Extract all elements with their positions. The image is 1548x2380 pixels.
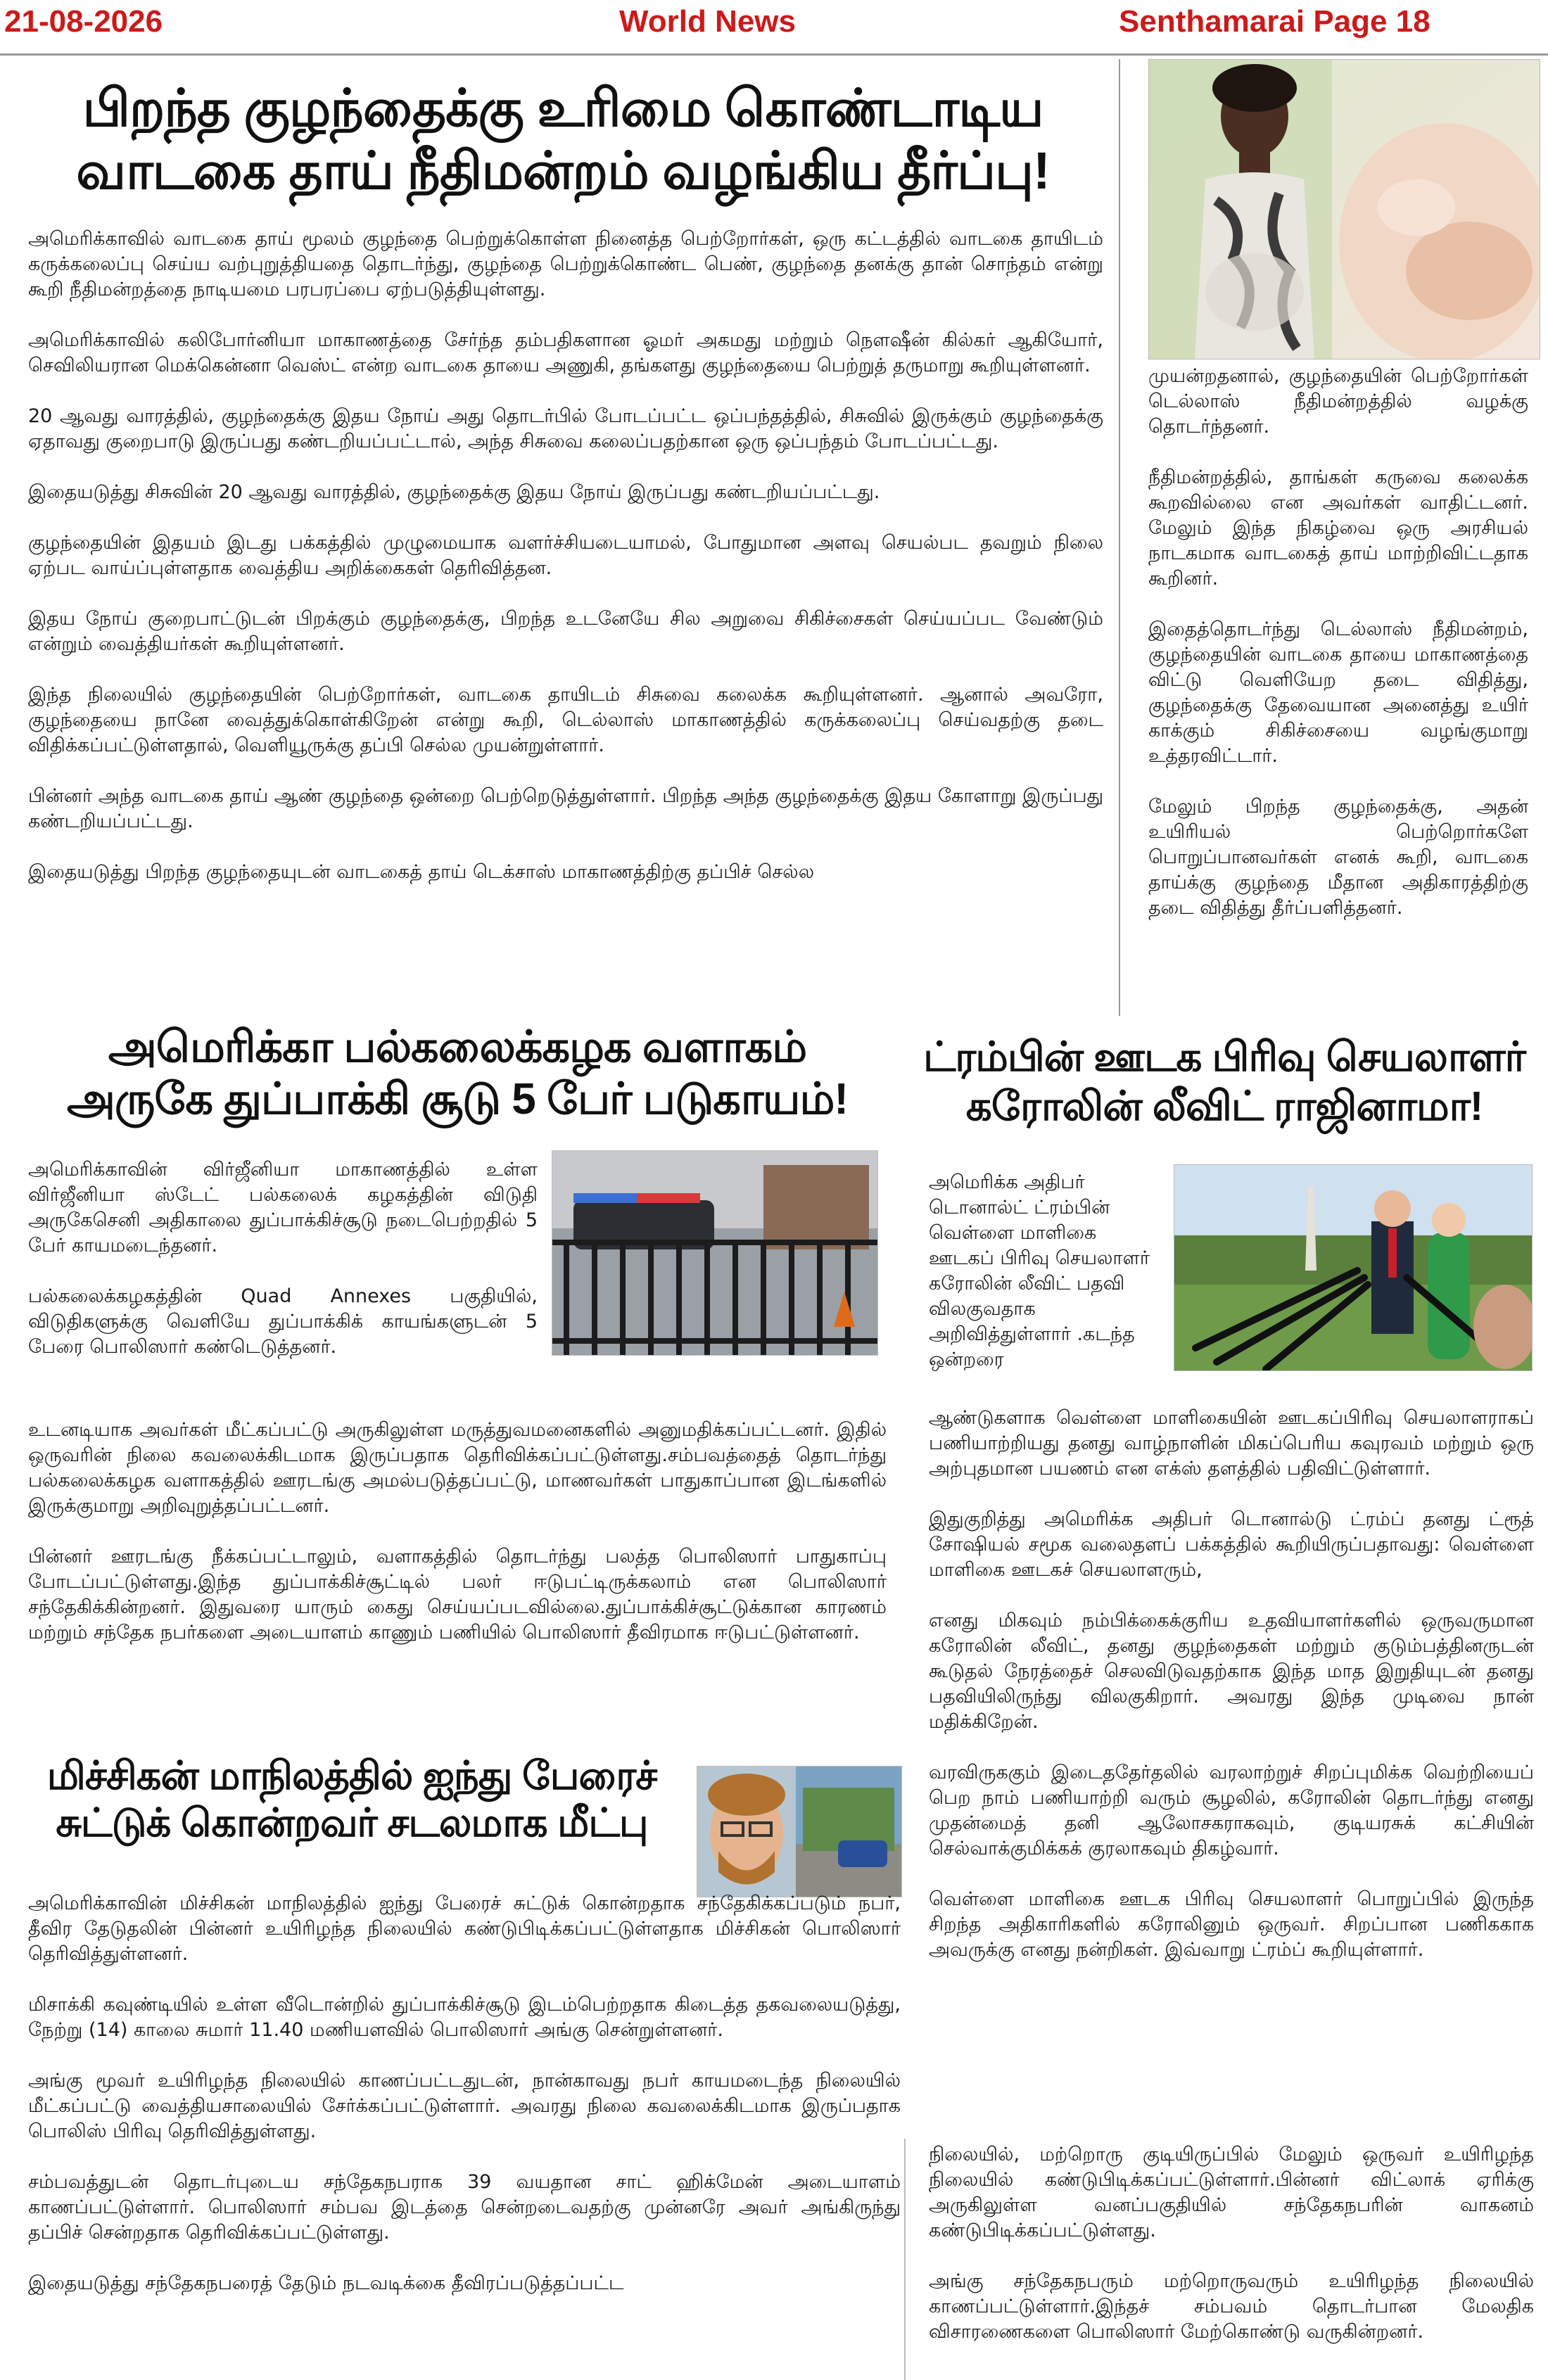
article2-headline-line2: அருகே துப்பாக்கி சூடு 5 பேர் படுகாயம்! [67,1075,848,1124]
article2-paragraph: உடனடியாக அவர்கள் மீட்கப்பட்டு அருகிலுள்ள மருத்துவமனைகளில் அனுமதிக்கப்பட்டனர். இதில் ஒருவரின் நிலை கவலைக்கிடமாக இருப்பதாக தெரிவிக்கப்பட்டுள்ளது.சம்பவத்தைத் தொடர்ந்து பல்கலைக்கழக வளாகத்தில் ஊரடங்கு அமல்படுத்தப்பட்டு, மாணவர்கள் பாதுகாப்பான இடங்களில் இருக்குமாறு அறிவுறுத்தப்பட்டனர். [28,1419,887,1517]
article1-photo [1148,59,1540,359]
article1-paragraph: நீதிமன்றத்தில், தாங்கள் கருவை கலைக்க கூறவில்லை என அவர்கள் வாதிட்டனர். மேலும் இந்த நிகழ்வை ஒரு அரசியல் நாடகமாக வாடகைத் தாய் மாற்றிவிட்டதாக கூறினர். [1148,466,1528,590]
article4-headline-line1: மிச்சிகன் மாநிலத்தில் ஐந்து பேரைச் [46,1753,657,1797]
article1-headline [42,77,1084,203]
article3-paragraph: வரவிருககும் இடைததேர்தலில் வரலாற்றுச் சிறப்புமிக்க வெற்றியைப் பெற நாம் பணியாற்றி வரும் சூழலில், கரோலின் தொடர்ந்து எனது முதன்மைத் தனி ஆலோசகராகவும், குடியரசுக் கட்சியின் செல்வாக்குமிக்கக் குரலாகவும் திகழ்வார். [929,1762,1534,1859]
article1-paragraph: பின்னர் அந்த வாடகை தாய் ஆண் குழந்தை ஒன்றை பெற்றெடுத்துள்ளார். பிறந்த அந்த குழந்தைக்கு இதய கோளாறு இருப்பது கண்டறியப்பட்டது. [28,785,1103,832]
article1-headline-line1: பிறந்த குழந்தைக்கு உரிமை கொண்டாடிய [82,79,1043,137]
article1-paragraph: அமெரிக்காவில் வாடகை தாய் மூலம் குழந்தை பெற்றுக்கொள்ள நினைத்த பெற்றோர்கள், ஒரு கட்டத்தில் வாடகை தாயிடம் கருக்கலைப்பு செய்ய வற்புறுத்தியதை தொடர்ந்து, குழந்தை பெற்றுக்கொண்ட பெண், குழந்தை தனக்கு தான் சொந்தம் என்று கூறி நீதிமன்றத்தை நாடியமை பரபரப்பை ஏற்படுத்தியுள்ளது. [28,228,1103,300]
article4-paragraph: அமெரிக்காவின் மிச்சிகன் மாநிலத்தில் ஐந்து பேரைச் சுட்டுக் கொன்றதாக சந்தேகிக்கப்படும் நபர், தீவிர தேடுதலின் பின்னர் உயிரிழந்த நிலையில் கண்டுபிடிக்கப்பட்டுள்ளதாக மிச்சிகன் பொலிஸார் தெரிவித்துள்ளனர். [28,1892,901,1965]
box-border [904,2139,906,2380]
article4-body-left [28,1891,901,2322]
article1-body-right [1148,364,1528,946]
article2-paragraph: பல்கலைக்கழகத்தின் Quad Annexes பகுதியில், விடுதிகளுக்கு வெளியே துப்பாக்கிக் காயங்களுடன் 5 பேரை பொலிஸார் கண்டெடுத்தனர். [28,1285,538,1358]
article1-paragraph: 20 ஆவது வாரத்தில், குழந்தைக்கு இதய நோய் அது தொடர்பில் போடப்பட்ட ஒப்பந்தத்தில், சிசுவில் இருக்கும் குழந்தைக்கு ஏதாவது குறைபாடு இருப்பது கண்டறியப்பட்டால், அந்த சிசுவை கலைப்பதற்கான ஒரு ஒப்பந்தம் போடப்பட்டது. [28,405,1103,452]
article3-paragraph: அமெரிக்க அதிபர் டொனால்ட் ட்ரம்பின் வெள்ளை மாளிகை ஊடகப் பிரிவு செயலாளர் கரோலின் லீவிட் பதவி விலகுவதாக அறிவித்துள்ளார் .கடந்த ஒன்றரை [929,1171,1150,1370]
page-header [0,0,1548,56]
article3-headline-line2: கரோலின் லீவிட் ராஜினாமா! [965,1083,1483,1129]
article4-paragraph: இதையடுத்து சந்தேகநபரைத் தேடும் நடவடிக்கை தீவிரப்படுத்தப்பட்ட [28,2272,624,2294]
article4-headline [35,1752,668,1846]
column-divider [1119,59,1120,1016]
article2-photo [552,1150,878,1356]
press-briefing-photo-illustration [1174,1165,1532,1370]
article2-body-wide [28,1418,887,1671]
article2-body-narrow [28,1157,538,1385]
campus-shooting-photo-illustration [552,1151,877,1355]
article1-paragraph: மேலும் பிறந்த குழந்தைக்கு, அதன் உயிரியல் பெற்றொர்களே பொறுப்பானவர்கள் எனக் கூறி, வாடகை தாய்க்கு குழந்தை மீதான அதிகாரத்திற்கு தடை விதித்து தீர்ப்பளித்தனர். [1148,796,1528,919]
suspect-and-police-photo-illustration [697,1767,901,1897]
article4-paragraph: நிலையில், மற்றொரு குடியிருப்பில் மேலும் ஒருவர் உயிரிழந்த நிலையில் கண்டுபிடிக்கப்பட்டுள்ளார்.பின்னர் விட்லாக் ஏரிக்கு அருகிலுள்ள வனப்பகுதியில் சந்தேகநபரின் வாகனம் கண்டுபிடிக்கப்பட்டுள்ளது. [929,2144,1534,2241]
article2-headline [28,1022,887,1126]
article3-paragraph: வெள்ளை மாளிகை ஊடக பிரிவு செயலாளர் பொறுப்பில் இருந்த சிறந்த அதிகாரிகளில் கரோலினும் ஒருவர். சிறப்பான பணிககாக அவருக்கு எனது நன்றிகள். இவ்வாறு ட்ரம்ப் கூறியுள்ளார். [929,1888,1534,1961]
page-date: 21-08-2026 [4,4,163,39]
section-title: World News [619,4,797,39]
article3-body-wide [929,1406,1534,1988]
article3-body-narrow [929,1170,1161,1373]
article4-headline-line2: சுட்டுக் கொன்றவர் சடலமாக மீட்பு [56,1800,648,1845]
article1-paragraph: இதைத்தொடர்ந்து டெல்லாஸ் நீதிமன்றம், குழந்தையின் வாடகை தாயை மாகாணத்தை விட்டு வெளியேற தடை விதித்து, குழந்தைக்கு தேவையான அனைத்து உயிர் காக்கும் சிகிச்சையை வழங்குமாறு உத்தரவிட்டார். [1148,618,1528,767]
article2-paragraph: அமெரிக்காவின் விர்ஜீனியா மாகாணத்தில் உள்ள விர்ஜீனியா ஸ்டேட் பல்கலைக் கழகத்தின் விடுதி அருகேசெனி அதிகாலை துப்பாக்கிச்சூடு நடைபெற்றதில் 5 பேர் காயமடைந்தனர். [28,1159,538,1256]
article3-paragraph: இதுகுறித்து அமெரிக்க அதிபர் டொனால்டு ட்ரம்ப் தனது ட்ரூத் சோஷியல் சமூக வலைதளப் பக்கத்தில் கூறியிருப்பதாவது: வெள்ளை மாளிகை ஊடகச் செயலாளரும், [929,1508,1534,1581]
article1-paragraph: இதையடுத்து சிசுவின் 20 ஆவது வாரத்தில், குழந்தைக்கு இதய நோய் இருப்பது கண்டறியப்பட்டது. [28,481,880,503]
article2-headline-line1: அமெரிக்கா பல்கலைக்கழக வளாகம் [108,1023,807,1071]
article4-paragraph: மிசாக்கி கவுண்டியில் உள்ள வீடொன்றில் துப்பாக்கிச்சூடு இடம்பெற்றதாக கிடைத்த தகவலையடுத்து, நேற்று (14) காலை சுமார் 11.40 மணியளவில் பொலிஸார் அங்கு சென்றுள்ளனர். [28,1994,901,2041]
article3-paragraph: ஆண்டுகளாக வெள்ளை மாளிகையின் ஊடகப்பிரிவு செயலாளராகப் பணியாற்றியது தனது வாழ்நாளின் மிகப்பெரிய கவுரவம் மற்றும் ஒரு அற்புதமான பயணம் என எக்ஸ் தளத்தில் பதிவிட்டுள்ளார். [929,1407,1534,1479]
article1-paragraph: இந்த நிலையில் குழந்தையின் பெற்றோர்கள், வாடகை தாயிடம் சிசுவை கலைக்க கூறியுள்ளனர். ஆனால் அவரோ, குழந்தையை நானே வைத்துக்கொள்கிறேன் என்று கூறி, டெல்லாஸ் மாகாணத்தில் கருக்கலைப்பு செய்வதற்கு தடை விதிக்கப்பட்டுள்ளதால், வெளியூருக்கு தப்பி செல்ல முயன்றுள்ளார். [28,684,1103,756]
article2-paragraph: பின்னர் ஊரடங்கு நீக்கப்பட்டாலும், வளாகத்தில் தொடர்ந்து பலத்த பொலிஸார் பாதுகாப்பு போடப்பட்டுள்ளது.இந்த துப்பாக்கிச்சூட்டில் பலர் ஈடுபட்டிருக்கலாம் என பொலிஸார் சந்தேகிக்கின்றனர். இதுவரை யாரும் கைது செய்யப்படவில்லை.துப்பாக்கிச்சூட்டுக்கான காரணம் மற்றும் சந்தேக நபர்களை அடையாளம் காணும் பணியில் பொலிஸார் தீவிரமாக ஈடுபட்டுள்ளனர். [28,1546,887,1643]
page-number: Senthamarai Page 18 [1119,4,1430,39]
article1-paragraph: இதையடுத்து பிறந்த குழந்தையுடன் வாடகைத் தாய் டெக்சாஸ் மாகாணத்திற்கு தப்பிச் செல்ல [28,861,815,883]
article4-paragraph: அங்கு சந்தேகநபரும் மற்றொருவரும் உயிரிழந்த நிலையில் காணப்பட்டுள்ளார்.இந்தச் சம்பவம் தொடர்பான மேலதிக விசாரணைகளை பொலிஸார் மேற்கொண்டு வருகின்றனர். [929,2270,1534,2343]
article3-paragraph: எனது மிகவும் நம்பிக்கைக்குரிய உதவியாளர்களில் ஒருவருமான கரோலின் லீவிட், தனது குழந்தைகள் மற்றும் குடும்பத்தினருடன் கூடுதல் நேரத்தைச் செலவிடுவதற்காக இந்த மாத இறுதியுடன் தனது பதவியிலிருந்து விலகுகிறார். அவரது இந்த முடிவை நான் மதிக்கிறேன். [929,1610,1534,1733]
article1-body-left [28,227,1103,910]
article1-headline-line2: வாடகை தாய் நீதிமன்றம் வழங்கிய தீர்ப்பு! [76,141,1050,200]
article3-headline [915,1033,1534,1131]
surrogate-mother-photo-illustration [1149,60,1540,359]
article4-paragraph: சம்பவத்துடன் தொடர்புடைய சந்தேகநபராக 39 வயதான சாட் ஹிக்மேன் அடையாளம் காணப்பட்டுள்ளார். பொலிஸார் சம்பவ இடத்தை சென்றடைவதற்கு முன்னரே அவர் அங்கிருந்து தப்பிச் சென்றதாக தெரிவிக்கப்பட்டுள்ளது. [28,2171,901,2244]
article4-body-right [929,2142,1534,2370]
article1-paragraph: குழந்தையின் இதயம் இடது பக்கத்தில் முழுமையாக வளர்ச்சியடையாமல், போதுமான அளவு செயல்பட தவறும் நிலை ஏற்பட வாய்ப்புள்ளதாக வைத்திய அறிக்கைகள் தெரிவித்தன. [28,532,1103,579]
article1-paragraph: இதய நோய் குறைபாட்டுடன் பிறக்கும் குழந்தைக்கு, பிறந்த உடனேயே சில அறுவை சிகிச்சைகள் செய்யப்பட வேண்டும் என்றும் வைத்தியர்கள் கூறியுள்ளனர். [28,608,1103,655]
article1-paragraph: அமெரிக்காவில் கலிபோர்னியா மாகாணத்தை சேர்ந்த தம்பதிகளான ஓமர் அகமது மற்றும் நௌஷீன் கில்கர் ஆகியோர், செவிலியரான மெக்கென்னா வெஸ்ட் என்ற வாடகை தாயை அணுகி, தங்களது குழந்தையை பெற்றுத் தருமாறு கூறியுள்ளனர். [28,329,1103,376]
article3-photo [1174,1164,1533,1371]
article4-paragraph: அங்கு மூவர் உயிரிழந்த நிலையில் காணப்பட்டதுடன், நான்காவது நபர் காயமடைந்த நிலையில் மீட்கப்பட்டு வைத்தியசாலையில் சேர்க்கப்பட்டுள்ளார். அவரது நிலை கவலைக்கிடமாக இருப்பதாக பொலிஸ் பிரிவு தெரிவித்துள்ளது. [28,2070,901,2142]
article3-headline-line1: ட்ரம்பின் ஊடக பிரிவு செயலாளர் [923,1034,1525,1080]
article1-paragraph: முயன்றதனால், குழந்தையின் பெற்றோர்கள் டெல்லாஸ் நீதிமன்றத்தில் வழக்கு தொடர்ந்தனர். [1148,365,1528,438]
article4-photo [697,1766,902,1897]
